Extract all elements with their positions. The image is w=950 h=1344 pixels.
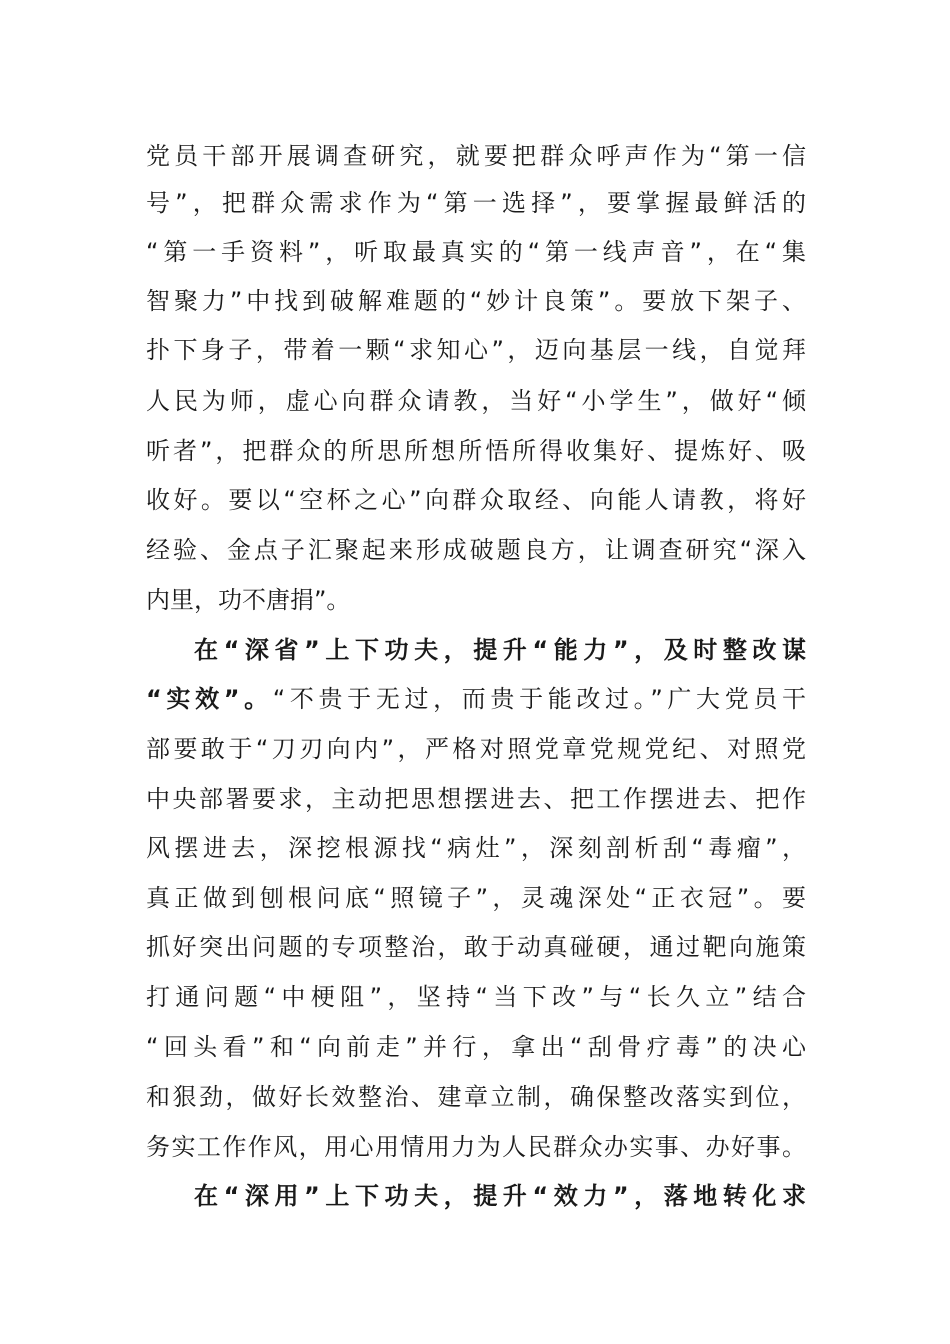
text-line-7: 听者”，把群众的所思所想所悟所得收集好、提炼好、吸 bbox=[146, 437, 806, 465]
text-line-14: 中央部署要求，主动把思想摆进去、把工作摆进去、把作 bbox=[146, 785, 806, 813]
text-line-5: 扑下身子，带着一颗“求知心”，迈向基层一线，自觉拜 bbox=[146, 336, 806, 364]
text-line-3: “第一手资料”，听取最真实的“第一线声音”，在“集 bbox=[146, 238, 806, 266]
section-heading-deep-reflection: 在“深省”上下功夫，提升“能力”，及时整改谋 bbox=[194, 636, 806, 664]
section-heading-deep-application: 在“深用”上下功夫，提升“效力”，落地转化求 bbox=[194, 1182, 806, 1210]
text-line-21: 务实工作作风，用心用情用力为人民群众办实事、办好事。 bbox=[146, 1133, 806, 1161]
heading-continuation: “实效”。 bbox=[146, 685, 273, 713]
text-line-2: 号”，把群众需求作为“第一选择”，要掌握最鲜活的 bbox=[146, 189, 806, 217]
text-line-12 bbox=[146, 679, 806, 719]
text-line-10: 内里，功不唐捐”。 bbox=[146, 586, 351, 614]
text-line-18: 打通问题“中梗阻”，坚持“当下改”与“长久立”结合 bbox=[146, 983, 806, 1011]
text-line-19: “回头看”和“向前走”并行，拿出“刮骨疗毒”的决心 bbox=[146, 1033, 806, 1061]
text-line-9: 经验、金点子汇聚起来形成破题良方，让调查研究“深入 bbox=[146, 536, 806, 564]
text-line-4: 智聚力”中找到破解难题的“妙计良策”。要放下架子、 bbox=[146, 287, 806, 315]
text-line-12-rest: “不贵于无过，而贵于能改过。”广大党员干 bbox=[272, 685, 806, 713]
text-line-20: 和狠劲，做好长效整治、建章立制，确保整改落实到位， bbox=[146, 1083, 806, 1111]
text-line-13: 部要敢于“刀刃向内”，严格对照党章党规党纪、对照党 bbox=[146, 735, 806, 763]
text-line-16: 真正做到刨根问底“照镜子”，灵魂深处“正衣冠”。要 bbox=[146, 884, 806, 912]
text-line-15: 风摆进去，深挖根源找“病灶”，深刻剖析刮“毒瘤”， bbox=[146, 834, 806, 862]
text-line-1: 党员干部开展调查研究，就要把群众呼声作为“第一信 bbox=[146, 142, 806, 170]
text-line-17: 抓好突出问题的专项整治，敢于动真碰硬，通过靶向施策 bbox=[146, 933, 806, 961]
text-line-6: 人民为师，虚心向群众请教，当好“小学生”，做好“倾 bbox=[146, 387, 806, 415]
text-line-8: 收好。要以“空杯之心”向群众取经、向能人请教，将好 bbox=[146, 486, 806, 514]
